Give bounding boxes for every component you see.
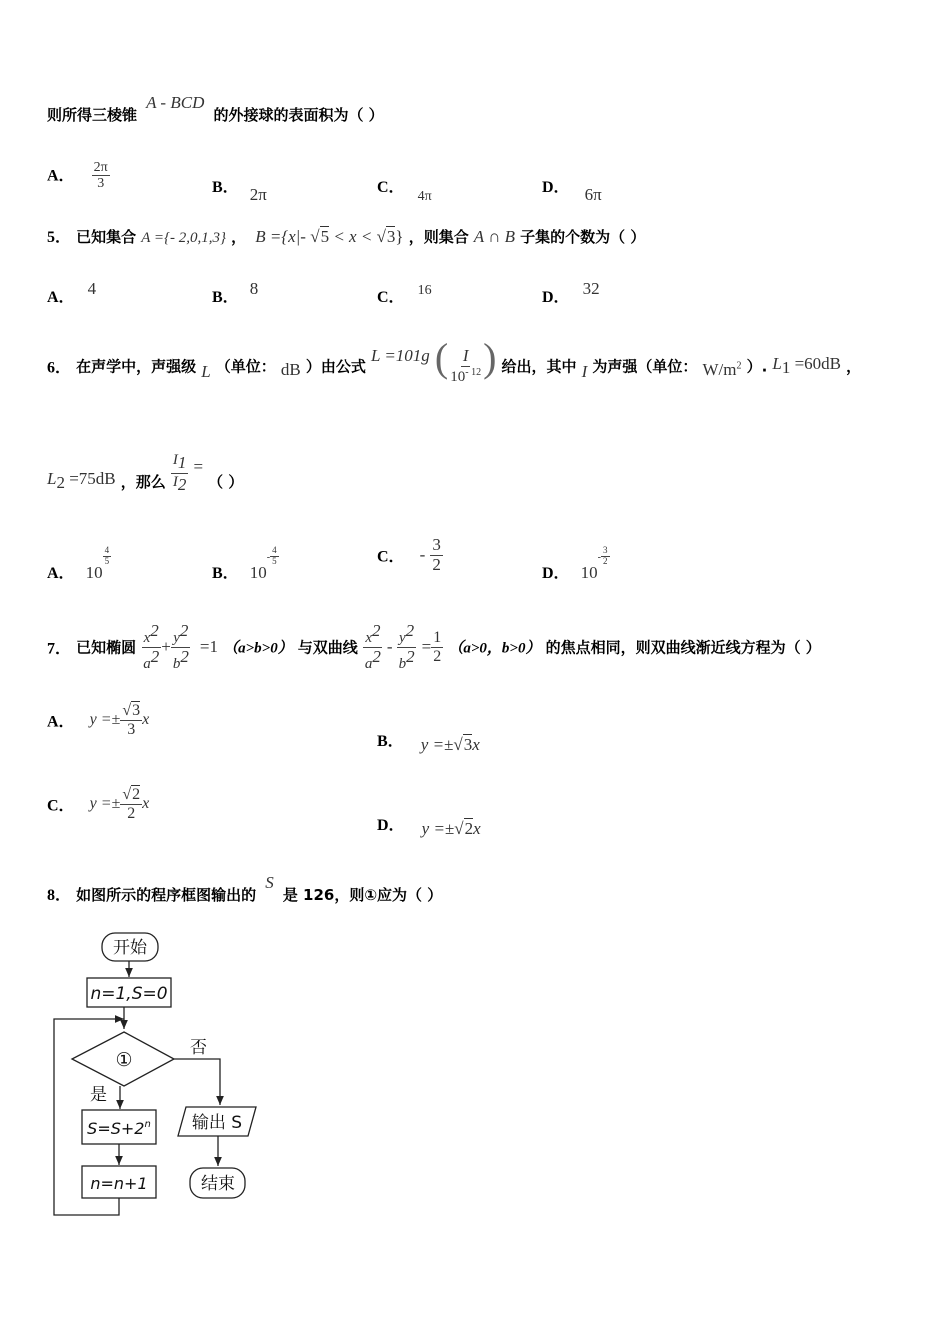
ratio-numerator <box>171 452 189 474</box>
option-label: D． <box>542 565 570 582</box>
option-value: 2π <box>249 185 267 204</box>
q8-text-2: 是 126，则①应为（ ） <box>282 886 443 904</box>
option-base: 10 <box>580 563 598 582</box>
sqrt-icon: √ <box>310 227 320 246</box>
option-label: A． <box>47 289 75 306</box>
denominator-exp: 2 <box>372 646 381 666</box>
l1-symbol: L <box>772 353 782 373</box>
q7-option-a[interactable] <box>47 702 149 738</box>
q6-text-7: ， <box>846 357 862 376</box>
option-label: A． <box>47 713 75 731</box>
q7-text-3: 的焦点相同，则双曲线渐近线方程为（ ） <box>545 638 821 657</box>
option-label: C． <box>377 548 405 566</box>
q6-symbol-i: I <box>581 361 588 381</box>
unit-base: W/m <box>702 359 737 379</box>
term-denominator <box>397 648 417 673</box>
option-value: 32 <box>582 279 600 298</box>
option-lhs: y =± <box>421 819 455 838</box>
q6-text-6: ）. <box>746 357 768 376</box>
q6-unit-wm2 <box>702 360 741 379</box>
q4-expr: A - BCD <box>146 93 205 112</box>
q4-text-post: 的外接球的表面积为（ ） <box>213 106 384 124</box>
q7-option-d[interactable] <box>377 812 481 838</box>
q5-text-mid: ，则集合 <box>408 228 469 246</box>
option-label: B． <box>212 289 239 306</box>
fraction-numerator <box>120 702 142 721</box>
set-b-pre: B ={x|- <box>255 227 311 246</box>
formula-fraction <box>448 347 483 385</box>
rhs-denominator: 2 <box>433 647 442 665</box>
term-numerator <box>363 622 382 648</box>
numerator-var: x <box>143 630 151 646</box>
option-exponent <box>103 546 112 567</box>
q6-option-d[interactable] <box>542 545 610 582</box>
numerator-exp: 2 <box>405 621 415 640</box>
q7-option-c[interactable] <box>47 786 149 822</box>
sqrt-icon: √ <box>453 735 463 754</box>
q6-text-4: 给出，其中 <box>501 357 577 376</box>
ratio-num-subscript: 1 <box>177 453 187 472</box>
paren-left-icon: ( <box>434 335 449 380</box>
l1-equals: =60dB <box>790 353 842 373</box>
denominator-var: b <box>398 655 407 672</box>
q5-number: 5． <box>47 229 72 246</box>
exp-denominator: 2 <box>603 555 608 566</box>
formula-lhs: L =101g <box>370 346 430 365</box>
q7-text-1: 已知椭圆 <box>76 638 137 657</box>
denominator-exponent: - 12 <box>465 367 482 379</box>
q4-option-a[interactable] <box>47 160 110 192</box>
denominator-exp: 2 <box>150 646 160 666</box>
numerator-var: x <box>365 630 372 646</box>
q5-set-b <box>255 227 409 246</box>
exp-sign: - <box>266 552 271 563</box>
option-sign: - <box>419 545 426 565</box>
step1-exponent: n <box>144 1119 151 1130</box>
flow-no-line <box>174 1059 220 1105</box>
q6-option-b[interactable] <box>212 545 279 582</box>
option-fraction <box>92 160 110 192</box>
option-lhs: y =± <box>420 735 454 754</box>
q6-text-5: 为声强（单位： <box>592 357 698 376</box>
flow-no-label: 否 <box>190 1038 207 1058</box>
term-denominator <box>141 648 161 673</box>
ratio-den-symbol: I <box>172 473 178 490</box>
option-label: D． <box>542 289 570 306</box>
fraction-numerator: 2π <box>93 160 108 175</box>
option-label: B． <box>377 733 404 750</box>
q6-symbol-l: L <box>201 361 211 381</box>
q7-number: 7． <box>47 640 72 658</box>
flow-output-label: 输出 S <box>191 1113 243 1133</box>
denominator-var: a <box>143 655 151 672</box>
q4-option-c[interactable] <box>377 174 432 204</box>
sqrt-radicand: 3 <box>463 735 473 754</box>
option-label: A． <box>47 565 75 582</box>
option-label: D． <box>542 179 570 196</box>
option-value: 16 <box>417 283 432 298</box>
q5-option-a[interactable] <box>47 279 97 307</box>
ratio-num-symbol: I <box>172 452 178 468</box>
q7-condition-2: （a>0，b>0） <box>448 640 541 657</box>
q6-formula <box>371 334 496 386</box>
flow-yes-label: 是 <box>90 1085 107 1105</box>
exp-sign: - <box>597 552 601 563</box>
option-base: 10 <box>85 563 103 582</box>
q4-text-pre: 则所得三棱锥 <box>47 106 138 124</box>
hyperbola-equals: = <box>421 637 432 656</box>
option-fraction <box>120 786 142 822</box>
option-lhs: y =± <box>89 711 121 729</box>
q5-intersection: A ∩ B <box>473 227 516 246</box>
q6-text-9: （ ） <box>208 472 244 491</box>
q5-stem <box>47 224 645 247</box>
option-value: 8 <box>249 279 259 298</box>
fraction-numerator: 3 <box>432 535 441 554</box>
flow-end-label: 结束 <box>201 1174 235 1194</box>
term-numerator <box>142 622 161 648</box>
flow-condition-label: ① <box>115 1049 133 1071</box>
ellipse-term-y <box>171 622 191 672</box>
exp-denominator: 5 <box>104 555 110 566</box>
q6-option-a[interactable] <box>47 545 111 582</box>
flow-step1-label <box>87 1119 151 1138</box>
option-exponent <box>601 546 610 567</box>
q6-ratio <box>171 452 189 494</box>
q8-symbol-s: S <box>265 873 274 892</box>
denominator-base: 10 <box>450 369 466 386</box>
option-var: x <box>142 795 150 813</box>
q7-stem <box>47 622 821 672</box>
q4-option-b[interactable] <box>212 174 267 204</box>
rhs-numerator: 1 <box>433 628 442 646</box>
option-label: C． <box>377 179 405 196</box>
option-label: B． <box>212 565 239 582</box>
numerator-var: y <box>398 630 406 646</box>
numerator-var: y <box>173 630 180 646</box>
l2-subscript: 2 <box>56 473 65 493</box>
q6-equals: = <box>193 457 204 477</box>
term-numerator <box>397 622 416 648</box>
fraction-numerator <box>120 786 142 805</box>
term-denominator <box>363 648 383 673</box>
formula-denominator <box>448 367 483 386</box>
denominator-var: a <box>364 655 373 672</box>
option-value: 4 <box>87 279 97 298</box>
sqrt-icon: √ <box>122 702 132 719</box>
ellipse-rhs: =1 <box>199 637 218 656</box>
option-label: A． <box>47 167 75 185</box>
step1-text: S=S+2 <box>87 1119 145 1138</box>
option-label: C． <box>377 289 405 306</box>
plus-sign: + <box>161 637 171 656</box>
fraction-denominator: 2 <box>432 554 441 574</box>
q7-option-b[interactable] <box>377 728 480 754</box>
ratio-den-subscript: 2 <box>177 474 187 494</box>
hyperbola-rhs <box>431 629 443 665</box>
set-b-post: } <box>395 227 404 246</box>
option-label: C． <box>47 797 75 815</box>
fraction-denominator: 3 <box>127 720 136 738</box>
exp-numerator: 3 <box>603 545 608 555</box>
l2-equals: =75dB <box>64 469 116 489</box>
q5-option-c[interactable] <box>377 284 432 307</box>
q5-set-a: A ={- 2,0,1,3} <box>141 230 226 246</box>
hyperbola-term-x <box>363 622 383 672</box>
q8-stem <box>47 873 443 905</box>
flow-step2-label: n=n+1 <box>90 1174 148 1193</box>
set-b-root2: 3 <box>386 227 396 246</box>
exp-numerator: 4 <box>272 545 277 555</box>
flowchart <box>40 925 340 1225</box>
l1-subscript: 1 <box>781 357 791 377</box>
flow-init-label: n=1,S=0 <box>90 984 168 1004</box>
q5-option-d[interactable] <box>542 279 600 307</box>
denominator-exp: 2 <box>406 646 415 666</box>
option-fraction <box>120 702 142 738</box>
formula-numerator: I <box>462 346 469 366</box>
set-b-mid: < x < <box>329 227 377 246</box>
option-value: 6π <box>584 185 602 204</box>
sqrt-radicand: 2 <box>464 819 474 838</box>
option-exponent <box>270 546 279 567</box>
q6-text-1: 在声学中，声强级 <box>76 357 197 376</box>
option-var: x <box>472 735 480 754</box>
fraction-denominator: 3 <box>97 176 105 192</box>
q6-stem-line2 <box>47 452 243 494</box>
q6-text-8: ，那么 <box>120 472 166 491</box>
paren-right-icon: ) <box>483 335 497 380</box>
q8-number: 8． <box>47 887 72 904</box>
q8-text-1: 如图所示的程序框图输出的 <box>76 886 257 904</box>
exp-denominator: 5 <box>272 555 277 566</box>
term-numerator <box>171 622 190 648</box>
numerator-exp: 2 <box>371 621 381 640</box>
fraction-denominator: 2 <box>127 804 136 822</box>
q7-condition-1: （a>b>0） <box>223 640 293 657</box>
q4-stem <box>47 93 384 125</box>
q6-option-c[interactable] <box>377 536 443 574</box>
option-fraction <box>430 536 443 574</box>
q5-text-post: 子集的个数为（ ） <box>520 228 646 246</box>
option-label: B． <box>212 179 239 196</box>
option-base: 10 <box>249 563 267 582</box>
exp-numerator: 4 <box>104 545 110 555</box>
option-var: x <box>142 711 150 729</box>
q5-option-b[interactable] <box>212 279 259 307</box>
q5-text-pre: 已知集合 <box>76 228 137 246</box>
numerator-exp: 2 <box>150 621 159 640</box>
q6-l1-value <box>772 353 842 377</box>
q5-comma: ， <box>231 228 247 246</box>
q6-stem-line1 <box>47 335 862 392</box>
term-denominator <box>171 648 191 673</box>
q6-l2-value <box>47 469 116 493</box>
q6-text-3: ）由公式 <box>305 357 366 376</box>
q6-number: 6． <box>47 359 72 377</box>
sqrt-icon: √ <box>454 819 464 838</box>
flow-start-label: 开始 <box>113 938 147 958</box>
sqrt-radicand: 3 <box>132 702 141 719</box>
sqrt-icon: √ <box>122 786 132 803</box>
option-lhs: y =± <box>89 795 121 813</box>
q6-unit-db: dB <box>280 359 301 379</box>
denominator-var: b <box>172 655 181 672</box>
sqrt-radicand: 2 <box>132 786 141 803</box>
hyperbola-term-y <box>397 622 417 672</box>
q4-option-d[interactable] <box>542 174 602 204</box>
unit-exponent: 2 <box>736 360 742 372</box>
option-label: D． <box>377 817 405 834</box>
q7-text-2: 与双曲线 <box>297 638 358 657</box>
option-value: 4π <box>417 189 432 204</box>
option-var: x <box>473 819 481 838</box>
q6-text-2: （单位： <box>215 357 276 376</box>
minus-sign: - <box>386 637 393 656</box>
numerator-exp: 2 <box>179 621 189 640</box>
l2-symbol: L <box>47 469 57 489</box>
set-b-root1: 5 <box>320 227 330 246</box>
denominator-exp: 2 <box>180 646 189 666</box>
ellipse-term-x <box>141 622 161 672</box>
sqrt-icon: √ <box>376 227 386 246</box>
ratio-denominator <box>171 474 189 495</box>
